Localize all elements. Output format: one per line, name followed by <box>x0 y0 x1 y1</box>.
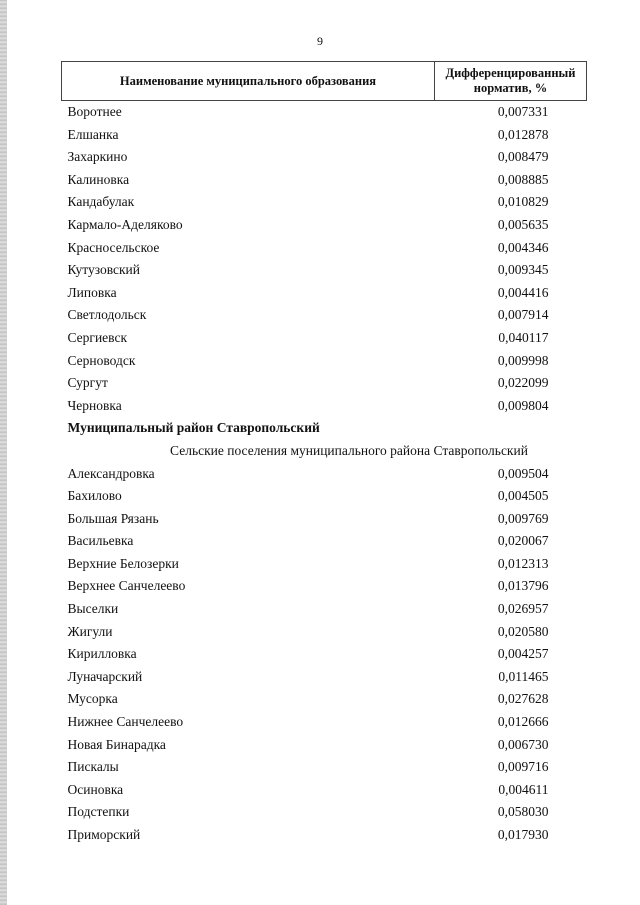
municipality-name: Красносельское <box>67 239 160 255</box>
table-row <box>62 327 587 350</box>
municipality-name: Елшанка <box>67 126 119 142</box>
municipality-name: Новая Бинарадка <box>67 736 166 752</box>
normative-value: 0,010829 <box>497 194 549 210</box>
municipality-name: Большая Рязань <box>67 510 159 526</box>
normative-value: 0,012878 <box>497 126 549 142</box>
municipality-name: Нижнее Санчелеево <box>67 714 184 730</box>
table-row <box>62 756 587 779</box>
normative-value: 0,020580 <box>497 623 549 639</box>
normative-value: 0,012666 <box>497 714 549 730</box>
table-row <box>62 214 587 237</box>
municipality-name: Верхние Белозерки <box>67 555 179 571</box>
normative-value: 0,020067 <box>497 533 549 549</box>
municipality-name: Захаркино <box>67 149 128 165</box>
municipality-name: Александровка <box>67 465 155 481</box>
subsection-title: Сельские поселения муниципального района Ставропольский <box>170 442 528 458</box>
table-row <box>62 463 587 486</box>
normatives-table <box>61 61 587 847</box>
municipality-name: Кандабулак <box>67 194 135 210</box>
table-row <box>62 395 587 418</box>
normative-value: 0,008885 <box>497 171 549 187</box>
municipality-name: Серноводск <box>67 352 136 368</box>
section-row <box>62 417 587 440</box>
table-header-row <box>62 62 587 101</box>
normative-value: 0,007331 <box>497 104 549 119</box>
normative-value: 0,040117 <box>498 329 549 345</box>
table-row <box>62 304 587 327</box>
table-row <box>62 124 587 147</box>
municipality-name: Подстепки <box>67 804 130 820</box>
municipality-name: Кирилловка <box>67 646 137 662</box>
normative-value: 0,004257 <box>497 646 549 662</box>
normative-value: 0,027628 <box>497 691 549 707</box>
municipality-name: Жигули <box>67 623 113 639</box>
normative-value: 0,012313 <box>497 555 549 571</box>
normative-value: 0,011465 <box>498 668 549 684</box>
table-row <box>62 237 587 260</box>
table-row <box>62 553 587 576</box>
table-row <box>62 598 587 621</box>
municipality-name: Воротнее <box>67 104 122 119</box>
normative-value: 0,004505 <box>497 488 549 504</box>
normative-value: 0,009504 <box>497 465 549 481</box>
municipality-name: Мусорка <box>67 691 118 707</box>
municipality-name: Калиновка <box>67 171 130 187</box>
table-row <box>62 259 587 282</box>
table-row <box>62 688 587 711</box>
table-row <box>62 575 587 598</box>
municipality-name: Светлодольск <box>67 307 147 323</box>
table-row <box>62 191 587 214</box>
municipality-name: Черновка <box>67 397 122 413</box>
table-row <box>62 779 587 802</box>
municipality-name: Пискалы <box>67 759 119 775</box>
normative-value: 0,017930 <box>497 827 549 842</box>
table-row <box>62 282 587 305</box>
scan-edge <box>0 0 7 905</box>
table-body-bottom <box>62 463 587 847</box>
municipality-name: Осиновка <box>67 781 124 797</box>
table-row <box>62 734 587 757</box>
normative-value: 0,005635 <box>497 216 549 232</box>
table-row <box>62 643 587 666</box>
normative-value: 0,009998 <box>497 352 549 368</box>
municipality-name: Выселки <box>67 601 119 617</box>
normative-value: 0,004346 <box>497 239 549 255</box>
normative-value: 0,009345 <box>497 262 549 278</box>
municipality-name: Луначарский <box>67 668 143 684</box>
normative-value: 0,007914 <box>497 307 549 323</box>
normative-value: 0,009804 <box>497 397 549 413</box>
table-row <box>62 508 587 531</box>
table-row <box>62 169 587 192</box>
municipality-name: Бахилово <box>67 488 122 504</box>
table-row <box>62 711 587 734</box>
table-section <box>62 417 587 462</box>
municipality-name: Сургут <box>67 375 108 391</box>
table-row <box>62 485 587 508</box>
table-row <box>62 666 587 689</box>
table-row <box>62 801 587 824</box>
normative-value: 0,004416 <box>497 284 549 300</box>
table-row <box>62 101 587 124</box>
table-row <box>62 146 587 169</box>
table-row <box>62 824 587 847</box>
municipality-name: Липовка <box>67 284 117 300</box>
normative-value: 0,004611 <box>498 781 549 797</box>
table-row <box>62 621 587 644</box>
normative-value: 0,006730 <box>497 736 549 752</box>
normative-value: 0,058030 <box>497 804 549 820</box>
normative-value: 0,013796 <box>497 578 549 594</box>
normative-value: 0,008479 <box>497 149 549 165</box>
municipality-name: Приморский <box>67 827 141 842</box>
subsection-row <box>62 440 587 463</box>
page-number: 9 <box>317 34 323 48</box>
municipality-name: Верхнее Санчелеево <box>67 578 186 594</box>
normative-value: 0,009769 <box>497 510 549 526</box>
municipality-name: Сергиевск <box>67 329 128 345</box>
header-name: Наименование муниципального образования <box>62 62 435 101</box>
table-row <box>62 372 587 395</box>
normative-value: 0,009716 <box>497 759 549 775</box>
section-title: Муниципальный район Ставропольский <box>67 420 320 436</box>
municipality-name: Васильевка <box>67 533 134 549</box>
normative-value: 0,026957 <box>497 601 549 617</box>
municipality-name: Кутузовский <box>67 262 141 278</box>
header-norm: Дифференцированный норматив, % <box>435 62 587 101</box>
normative-value: 0,022099 <box>497 375 549 391</box>
municipality-name: Кармало-Аделяково <box>67 216 183 232</box>
table-row <box>62 530 587 553</box>
table-body-top <box>62 101 587 418</box>
table-row <box>62 350 587 373</box>
